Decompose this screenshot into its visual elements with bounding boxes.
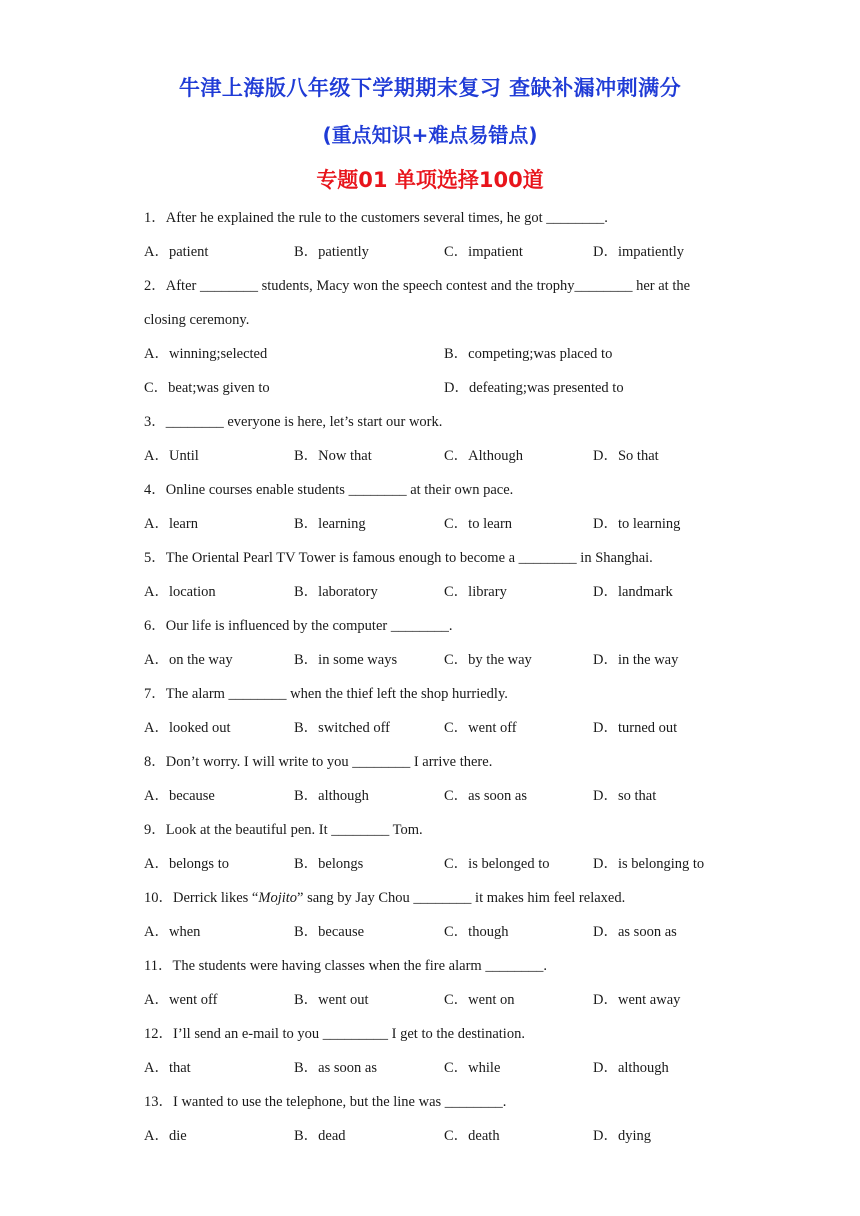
question-13-options <box>144 1119 744 1153</box>
question-number: 5． <box>144 550 166 566</box>
question-number: 2． <box>144 278 166 294</box>
question-11 <box>144 949 744 983</box>
question-text: Don’t worry. I will write to you ________ I arrive there. <box>165 754 493 770</box>
question-text: Online courses enable students ________ at their own pace. <box>165 482 514 498</box>
question-13 <box>144 1085 744 1119</box>
option-a: A．that <box>144 1060 191 1076</box>
option-b: B．patiently <box>294 244 369 260</box>
question-11-options <box>144 983 744 1017</box>
question-number: 4． <box>144 482 166 498</box>
option-a: A．location <box>144 584 216 600</box>
question-10 <box>144 881 744 915</box>
option-d: D．so that <box>593 788 657 804</box>
option-b: B．belongs <box>294 856 364 872</box>
option-b: B．competing;was placed to <box>444 346 613 362</box>
option-d: D．went away <box>593 992 681 1008</box>
question-number: 11． <box>144 958 173 974</box>
question-text: After he explained the rule to the customers several times, he got ________. <box>165 210 608 226</box>
question-text: Look at the beautiful pen. It ________ Tom. <box>165 822 423 838</box>
question-text: ________ everyone is here, let’s start our work. <box>165 414 443 430</box>
option-d: D．defeating;was presented to <box>444 380 624 396</box>
question-9 <box>144 813 744 847</box>
option-a: A．learn <box>144 516 198 532</box>
option-d: D．as soon as <box>593 924 677 940</box>
question-2-options-row1 <box>144 337 744 371</box>
question-5 <box>144 541 744 575</box>
question-8 <box>144 745 744 779</box>
question-text: The alarm ________ when the thief left the shop hurriedly. <box>165 686 508 702</box>
option-b: B．as soon as <box>294 1060 377 1076</box>
option-a: A．belongs to <box>144 856 229 872</box>
question-12-options <box>144 1051 744 1085</box>
question-6 <box>144 609 744 643</box>
question-10-options <box>144 915 744 949</box>
song-title: Mojito <box>258 890 298 906</box>
option-c: C．death <box>444 1128 500 1144</box>
option-c: C．Although <box>444 448 523 464</box>
option-a: A．went off <box>144 992 218 1008</box>
option-d: D．turned out <box>593 720 678 736</box>
question-number: 1． <box>144 210 166 226</box>
question-number: 8． <box>144 754 166 770</box>
option-d: D．in the way <box>593 652 679 668</box>
option-c: C．by the way <box>444 652 532 668</box>
document-subtitle: (重点知识+难点易错点) <box>322 123 538 147</box>
option-a: A．looked out <box>144 720 231 736</box>
option-d: D．impatiently <box>593 244 685 260</box>
document-title: 牛津上海版八年级下学期期末复习 查缺补漏冲刺满分 <box>178 76 682 100</box>
option-b: B．dead <box>294 1128 346 1144</box>
question-12 <box>144 1017 744 1051</box>
question-6-options <box>144 643 744 677</box>
question-text: The Oriental Pearl TV Tower is famous enough to become a ________ in Shanghai. <box>165 550 653 566</box>
question-8-options <box>144 779 744 813</box>
topic-heading: 专题01 单项选择100道 <box>316 168 544 192</box>
question-5-options <box>144 575 744 609</box>
question-9-options <box>144 847 744 881</box>
option-a: A．die <box>144 1128 187 1144</box>
question-text: The students were having classes when the fire alarm ________. <box>172 958 547 974</box>
option-d: D．landmark <box>593 584 673 600</box>
question-2-options-row2 <box>144 371 744 405</box>
question-number: 12． <box>144 1026 173 1042</box>
question-text: After ________ students, Macy won the speech contest and the trophy________ her at the <box>165 278 691 294</box>
question-7-options <box>144 711 744 745</box>
option-d: D．is belonging to <box>593 856 705 872</box>
option-c: C．is belonged to <box>444 856 550 872</box>
question-4 <box>144 473 744 507</box>
question-number: 7． <box>144 686 166 702</box>
question-2-continued: closing ceremony. <box>144 312 250 328</box>
question-text: I wanted to use the telephone, but the line was ________. <box>173 1094 507 1110</box>
question-4-options <box>144 507 744 541</box>
question-number: 3． <box>144 414 166 430</box>
option-a: A．winning;selected <box>144 346 268 362</box>
option-c: C．beat;was given to <box>144 380 270 396</box>
question-3-options <box>144 439 744 473</box>
option-c: C．to learn <box>444 516 513 532</box>
option-c: C．though <box>444 924 509 940</box>
option-b: B．although <box>294 788 369 804</box>
option-b: B．switched off <box>294 720 390 736</box>
option-d: D．although <box>593 1060 669 1076</box>
option-c: C．while <box>444 1060 501 1076</box>
option-c: C．went on <box>444 992 515 1008</box>
question-number: 9． <box>144 822 166 838</box>
question-text-after: ” sang by Jay Chou ________ it makes him feel relaxed. <box>297 890 626 906</box>
option-c: C．went off <box>444 720 517 736</box>
option-a: A．patient <box>144 244 209 260</box>
option-d: D．to learning <box>593 516 681 532</box>
question-2 <box>144 269 744 303</box>
option-a: A．Until <box>144 448 199 464</box>
question-number: 10． <box>144 890 173 906</box>
question-number: 6． <box>144 618 166 634</box>
option-d: D．So that <box>593 448 659 464</box>
question-number: 13． <box>144 1094 173 1110</box>
option-a: A．when <box>144 924 201 940</box>
question-1-options <box>144 235 744 269</box>
option-b: B．Now that <box>294 448 372 464</box>
question-7 <box>144 677 744 711</box>
option-b: B．in some ways <box>294 652 398 668</box>
option-b: B．learning <box>294 516 366 532</box>
question-text-before: Derrick likes “ <box>173 890 259 906</box>
option-c: C．library <box>444 584 507 600</box>
option-d: D．dying <box>593 1128 651 1144</box>
question-text: Our life is influenced by the computer ________. <box>165 618 453 634</box>
option-b: B．laboratory <box>294 584 378 600</box>
option-c: C．impatient <box>444 244 523 260</box>
question-text: I’ll send an e-mail to you _________ I get to the destination. <box>173 1026 525 1042</box>
option-b: B．went out <box>294 992 369 1008</box>
option-c: C．as soon as <box>444 788 527 804</box>
question-1 <box>144 201 744 235</box>
option-a: A．because <box>144 788 215 804</box>
option-a: A．on the way <box>144 652 233 668</box>
question-list <box>144 201 744 1153</box>
question-3 <box>144 405 744 439</box>
option-b: B．because <box>294 924 365 940</box>
